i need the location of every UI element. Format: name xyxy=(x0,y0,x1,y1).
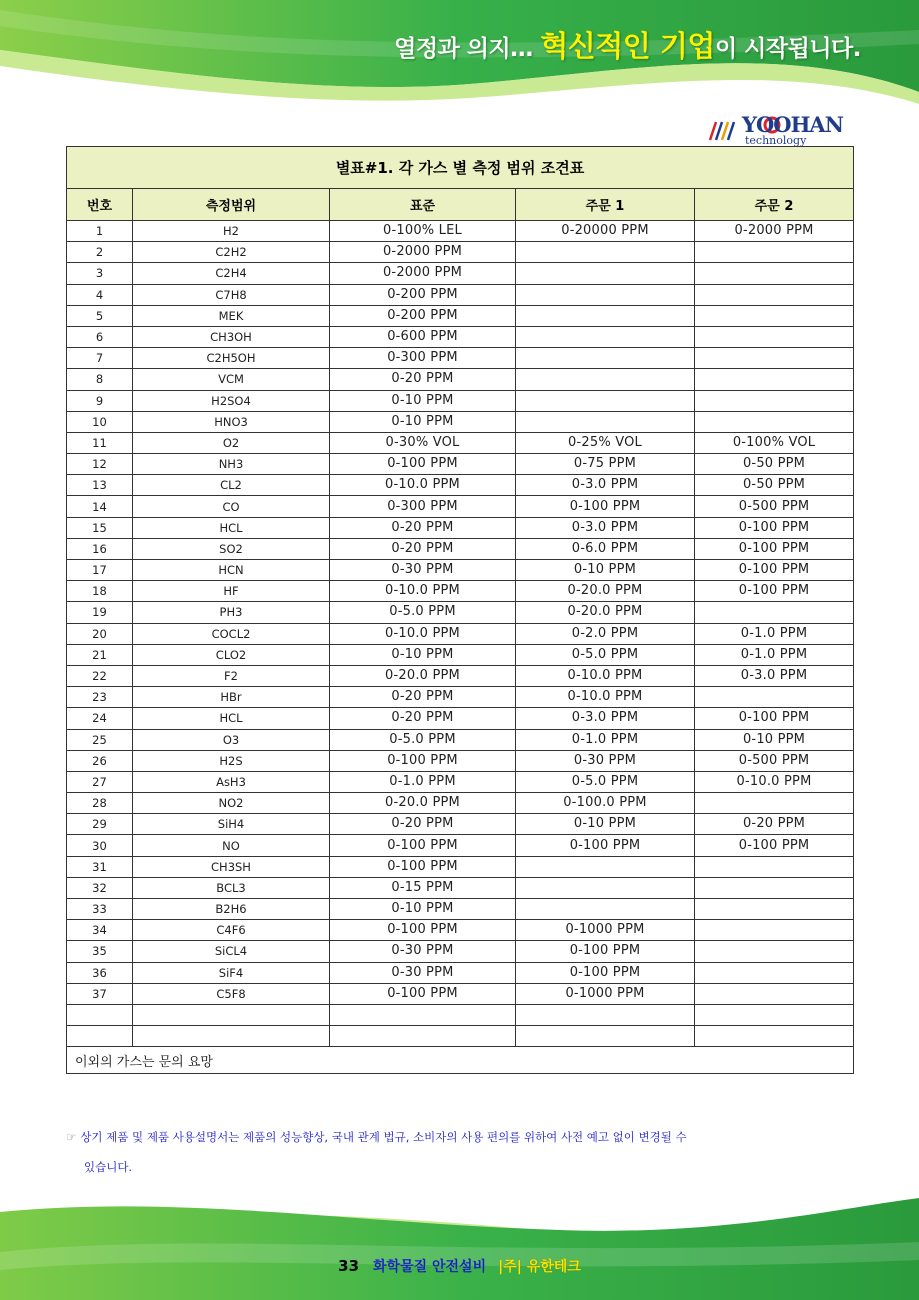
table-cell: CH3SH xyxy=(133,856,330,877)
table-row xyxy=(67,432,854,453)
table-cell: 0-3.0 PPM xyxy=(516,475,695,496)
table-row xyxy=(67,644,854,665)
table-cell: 0-1.0 PPM xyxy=(516,729,695,750)
table-cell: 0-6.0 PPM xyxy=(516,538,695,559)
table-cell: 0-25% VOL xyxy=(516,432,695,453)
table-cell: 0-3.0 PPM xyxy=(516,517,695,538)
table-row xyxy=(67,475,854,496)
table-cell: NO2 xyxy=(133,793,330,814)
table-cell: 0-10 PPM xyxy=(516,814,695,835)
table-cell xyxy=(67,1026,133,1047)
table-cell: HF xyxy=(133,581,330,602)
table-cell: 0-10.0 PPM xyxy=(695,771,854,792)
table-cell: 0-1.0 PPM xyxy=(695,644,854,665)
table-cell: 17 xyxy=(67,560,133,581)
table-cell: CH3OH xyxy=(133,326,330,347)
table-cell: 18 xyxy=(67,581,133,602)
table-cell xyxy=(695,962,854,983)
table-cell xyxy=(516,305,695,326)
table-cell xyxy=(516,348,695,369)
table-row xyxy=(67,941,854,962)
table-row xyxy=(67,581,854,602)
table-cell: 14 xyxy=(67,496,133,517)
table-cell: 0-1000 PPM xyxy=(516,920,695,941)
table-cell: 0-10 PPM xyxy=(516,560,695,581)
table-cell: 0-100 PPM xyxy=(330,454,516,475)
table-row xyxy=(67,623,854,644)
footer-company: |주| 유한테크 xyxy=(498,1259,581,1275)
table-cell: 0-5.0 PPM xyxy=(516,644,695,665)
column-header: 표준 xyxy=(330,189,516,221)
table-cell: 0-100 PPM xyxy=(330,856,516,877)
footnote-line1: 상기 제품 및 제품 사용설명서는 제품의 성능향상, 국내 관계 법규, 소비자의 사용 편의를 위하여 사전 예고 없이 변경될 수 xyxy=(80,1130,687,1144)
table-cell: 15 xyxy=(67,517,133,538)
table-cell: 0-100 PPM xyxy=(695,538,854,559)
table-cell: 0-300 PPM xyxy=(330,496,516,517)
table-row xyxy=(67,390,854,411)
table-row xyxy=(67,793,854,814)
table-cell: 1 xyxy=(67,221,133,242)
table-cell: 2 xyxy=(67,242,133,263)
table-row xyxy=(67,983,854,1004)
table-cell xyxy=(516,390,695,411)
page-number: 33 xyxy=(338,1257,360,1275)
table-cell: 0-20 PPM xyxy=(330,687,516,708)
table-cell: F2 xyxy=(133,665,330,686)
table-row xyxy=(67,242,854,263)
table-cell: 0-10 PPM xyxy=(330,411,516,432)
table-cell xyxy=(516,856,695,877)
table-row xyxy=(67,411,854,432)
table-cell: 0-20.0 PPM xyxy=(516,602,695,623)
table-cell: COCL2 xyxy=(133,623,330,644)
table-cell: 0-1000 PPM xyxy=(516,983,695,1004)
footnote xyxy=(66,1122,856,1182)
table-cell: 0-1.0 PPM xyxy=(330,771,516,792)
table-cell: 0-50 PPM xyxy=(695,454,854,475)
table-cell: 0-1.0 PPM xyxy=(695,623,854,644)
table-cell: 19 xyxy=(67,602,133,623)
table-cell: 0-10 PPM xyxy=(330,644,516,665)
table-cell xyxy=(695,941,854,962)
table-cell: C5F8 xyxy=(133,983,330,1004)
table-cell: 0-600 PPM xyxy=(330,326,516,347)
table-row xyxy=(67,962,854,983)
table-cell: 21 xyxy=(67,644,133,665)
table-cell xyxy=(516,242,695,263)
column-header: 주문 2 xyxy=(695,189,854,221)
table-cell: 13 xyxy=(67,475,133,496)
table-row xyxy=(67,665,854,686)
table-cell: AsH3 xyxy=(133,771,330,792)
table-cell: 0-20 PPM xyxy=(330,538,516,559)
table-cell: 10 xyxy=(67,411,133,432)
table-row xyxy=(67,687,854,708)
table-cell: O2 xyxy=(133,432,330,453)
table-cell: 0-75 PPM xyxy=(516,454,695,475)
table-cell: 7 xyxy=(67,348,133,369)
table-cell: 0-100 PPM xyxy=(695,835,854,856)
logo-subtitle: technology xyxy=(745,134,807,147)
table-cell: 0-300 PPM xyxy=(330,348,516,369)
table-cell xyxy=(695,242,854,263)
table-row xyxy=(67,538,854,559)
table-cell: 0-10.0 PPM xyxy=(516,665,695,686)
table-cell: 26 xyxy=(67,750,133,771)
table-row xyxy=(67,326,854,347)
table-row xyxy=(67,856,854,877)
table-row xyxy=(67,899,854,920)
table-row xyxy=(67,729,854,750)
column-header: 주문 1 xyxy=(516,189,695,221)
table-cell: 0-20 PPM xyxy=(330,814,516,835)
pointing-hand-icon: ☞ xyxy=(66,1130,77,1144)
table-cell xyxy=(516,899,695,920)
table-cell xyxy=(516,284,695,305)
table-cell xyxy=(516,877,695,898)
table-row xyxy=(67,454,854,475)
table-row xyxy=(67,920,854,941)
footnote-line1-wrap xyxy=(66,1122,856,1152)
table-cell xyxy=(695,687,854,708)
table-cell: 0-10.0 PPM xyxy=(516,687,695,708)
table-cell: 0-30 PPM xyxy=(516,750,695,771)
table-cell xyxy=(695,1004,854,1025)
table-row xyxy=(67,369,854,390)
table-cell: NH3 xyxy=(133,454,330,475)
table-cell xyxy=(695,877,854,898)
table-cell: 0-100 PPM xyxy=(516,941,695,962)
table-cell: 34 xyxy=(67,920,133,941)
table-cell: 0-2000 PPM xyxy=(330,263,516,284)
table-cell: 22 xyxy=(67,665,133,686)
table-cell xyxy=(695,348,854,369)
table-cell: 0-3.0 PPM xyxy=(695,665,854,686)
table-cell: H2S xyxy=(133,750,330,771)
table-cell: 0-20.0 PPM xyxy=(516,581,695,602)
table-cell: 0-20 PPM xyxy=(330,517,516,538)
table-cell: 4 xyxy=(67,284,133,305)
table-cell: 0-50 PPM xyxy=(695,475,854,496)
table-row xyxy=(67,814,854,835)
table-cell: 31 xyxy=(67,856,133,877)
table-cell: 0-20 PPM xyxy=(695,814,854,835)
table-cell xyxy=(695,920,854,941)
table-cell: 6 xyxy=(67,326,133,347)
table-cell: 0-100 PPM xyxy=(516,962,695,983)
table-row xyxy=(67,1026,854,1047)
table-cell xyxy=(516,263,695,284)
table-cell: HCN xyxy=(133,560,330,581)
table-cell: 0-15 PPM xyxy=(330,877,516,898)
slogan-part2: 이 시작됩니다. xyxy=(714,36,861,62)
table-row xyxy=(67,517,854,538)
table-cell: 28 xyxy=(67,793,133,814)
table-cell: NO xyxy=(133,835,330,856)
table-cell: 0-100 PPM xyxy=(695,517,854,538)
table-cell xyxy=(330,1004,516,1025)
table-cell xyxy=(695,284,854,305)
table-row xyxy=(67,750,854,771)
bottom-banner xyxy=(0,1190,919,1300)
table-cell: 29 xyxy=(67,814,133,835)
table-cell: 0-100 PPM xyxy=(695,560,854,581)
table-cell: HBr xyxy=(133,687,330,708)
table-cell: 11 xyxy=(67,432,133,453)
table-cell: 0-100 PPM xyxy=(695,581,854,602)
table-cell: B2H6 xyxy=(133,899,330,920)
slogan-part1: 열정과 의지… xyxy=(394,36,541,62)
table-cell: 0-200 PPM xyxy=(330,284,516,305)
table-cell: 0-20000 PPM xyxy=(516,221,695,242)
table-cell xyxy=(695,983,854,1004)
table-cell xyxy=(516,1026,695,1047)
table-cell xyxy=(695,369,854,390)
table-row xyxy=(67,602,854,623)
table-cell: 0-100 PPM xyxy=(516,496,695,517)
table-row xyxy=(67,221,854,242)
table-cell: 0-20.0 PPM xyxy=(330,665,516,686)
table-cell: SiH4 xyxy=(133,814,330,835)
table-cell: 0-100 PPM xyxy=(330,835,516,856)
table-cell: 0-10 PPM xyxy=(330,390,516,411)
table-cell: 0-2000 PPM xyxy=(330,242,516,263)
table-cell: 0-100% LEL xyxy=(330,221,516,242)
table-cell: 35 xyxy=(67,941,133,962)
table-cell: C4F6 xyxy=(133,920,330,941)
table-row xyxy=(67,877,854,898)
table-cell: 0-10 PPM xyxy=(330,899,516,920)
table-cell: 0-20 PPM xyxy=(330,369,516,390)
table-cell: 37 xyxy=(67,983,133,1004)
table-cell: 0-30 PPM xyxy=(330,962,516,983)
table-cell: 0-20 PPM xyxy=(330,708,516,729)
table-cell: PH3 xyxy=(133,602,330,623)
table-cell: 36 xyxy=(67,962,133,983)
table-row xyxy=(67,1004,854,1025)
table-row xyxy=(67,263,854,284)
column-header: 번호 xyxy=(67,189,133,221)
footnote-line2: 있습니다. xyxy=(84,1160,133,1174)
table-cell xyxy=(695,856,854,877)
table-cell: 33 xyxy=(67,899,133,920)
table-cell: 20 xyxy=(67,623,133,644)
table-cell: 0-100 PPM xyxy=(330,920,516,941)
table-cell xyxy=(133,1004,330,1025)
table-row xyxy=(67,496,854,517)
table-cell: CLO2 xyxy=(133,644,330,665)
table-cell: 0-100 PPM xyxy=(516,835,695,856)
table-cell: 30 xyxy=(67,835,133,856)
footer-department: 화학물질 안전설비 xyxy=(373,1259,487,1275)
table-cell: 0-2000 PPM xyxy=(695,221,854,242)
table-cell: 0-2.0 PPM xyxy=(516,623,695,644)
table-row xyxy=(67,560,854,581)
table-cell: MEK xyxy=(133,305,330,326)
table-row xyxy=(67,708,854,729)
table-cell xyxy=(516,1004,695,1025)
table-cell: 0-30 PPM xyxy=(330,941,516,962)
table-cell: 0-20.0 PPM xyxy=(330,793,516,814)
table-cell: 0-10.0 PPM xyxy=(330,581,516,602)
table-cell: BCL3 xyxy=(133,877,330,898)
table-cell: SO2 xyxy=(133,538,330,559)
table-row xyxy=(67,348,854,369)
table-cell: C2H4 xyxy=(133,263,330,284)
table-cell: 0-100 PPM xyxy=(330,983,516,1004)
table-cell: 0-30% VOL xyxy=(330,432,516,453)
table-cell: C7H8 xyxy=(133,284,330,305)
table-cell xyxy=(695,390,854,411)
table-cell: 0-3.0 PPM xyxy=(516,708,695,729)
table-cell: 0-500 PPM xyxy=(695,496,854,517)
table-cell xyxy=(516,326,695,347)
table-cell xyxy=(695,326,854,347)
table-cell xyxy=(695,899,854,920)
table-cell: 0-100 PPM xyxy=(330,750,516,771)
logo-text: YOOHAN xyxy=(742,112,843,137)
table-cell: 0-100 PPM xyxy=(695,708,854,729)
table-cell: 24 xyxy=(67,708,133,729)
table-cell: 0-10.0 PPM xyxy=(330,475,516,496)
table-cell: HCL xyxy=(133,517,330,538)
table-cell: HNO3 xyxy=(133,411,330,432)
table-row xyxy=(67,284,854,305)
table-cell xyxy=(695,793,854,814)
table-cell xyxy=(695,1026,854,1047)
table-cell: 27 xyxy=(67,771,133,792)
table-cell xyxy=(695,305,854,326)
table-cell: O3 xyxy=(133,729,330,750)
table-cell: 0-100% VOL xyxy=(695,432,854,453)
table-row xyxy=(67,305,854,326)
table-cell: C2H2 xyxy=(133,242,330,263)
table-cell: 0-500 PPM xyxy=(695,750,854,771)
table-cell xyxy=(133,1026,330,1047)
table-cell: 32 xyxy=(67,877,133,898)
table-cell: 0-5.0 PPM xyxy=(516,771,695,792)
table-cell: 5 xyxy=(67,305,133,326)
table-cell: C2H5OH xyxy=(133,348,330,369)
table-cell: VCM xyxy=(133,369,330,390)
table-title: 별표#1. 각 가스 별 측정 범위 조견표 xyxy=(67,147,854,189)
table-cell: CO xyxy=(133,496,330,517)
table-cell: HCL xyxy=(133,708,330,729)
table-cell xyxy=(695,602,854,623)
table-cell xyxy=(516,411,695,432)
table-cell: 8 xyxy=(67,369,133,390)
table-row xyxy=(67,835,854,856)
table-cell: 0-100.0 PPM xyxy=(516,793,695,814)
table-cell: 23 xyxy=(67,687,133,708)
table-cell: 25 xyxy=(67,729,133,750)
table-cell: 0-30 PPM xyxy=(330,560,516,581)
table-cell: H2 xyxy=(133,221,330,242)
table-cell: 16 xyxy=(67,538,133,559)
gas-range-table xyxy=(66,146,854,1074)
table-cell: 0-10 PPM xyxy=(695,729,854,750)
table-row xyxy=(67,771,854,792)
table-cell xyxy=(330,1026,516,1047)
table-cell: CL2 xyxy=(133,475,330,496)
table-cell: SiF4 xyxy=(133,962,330,983)
table-cell: 9 xyxy=(67,390,133,411)
table-cell: 0-200 PPM xyxy=(330,305,516,326)
table-cell: 0-10.0 PPM xyxy=(330,623,516,644)
table-cell: 12 xyxy=(67,454,133,475)
table-cell xyxy=(695,263,854,284)
table-note: 이외의 가스는 문의 요망 xyxy=(67,1047,854,1074)
column-header: 측정범위 xyxy=(133,189,330,221)
table-cell: 0-5.0 PPM xyxy=(330,729,516,750)
slogan xyxy=(394,24,861,65)
table-cell xyxy=(516,369,695,390)
table-cell xyxy=(695,411,854,432)
table-cell: 3 xyxy=(67,263,133,284)
table-cell: SiCL4 xyxy=(133,941,330,962)
table-cell: 0-5.0 PPM xyxy=(330,602,516,623)
footer xyxy=(0,1256,919,1276)
slogan-highlight: 혁신적인 기업 xyxy=(540,29,715,63)
table-cell xyxy=(67,1004,133,1025)
table-cell: H2SO4 xyxy=(133,390,330,411)
